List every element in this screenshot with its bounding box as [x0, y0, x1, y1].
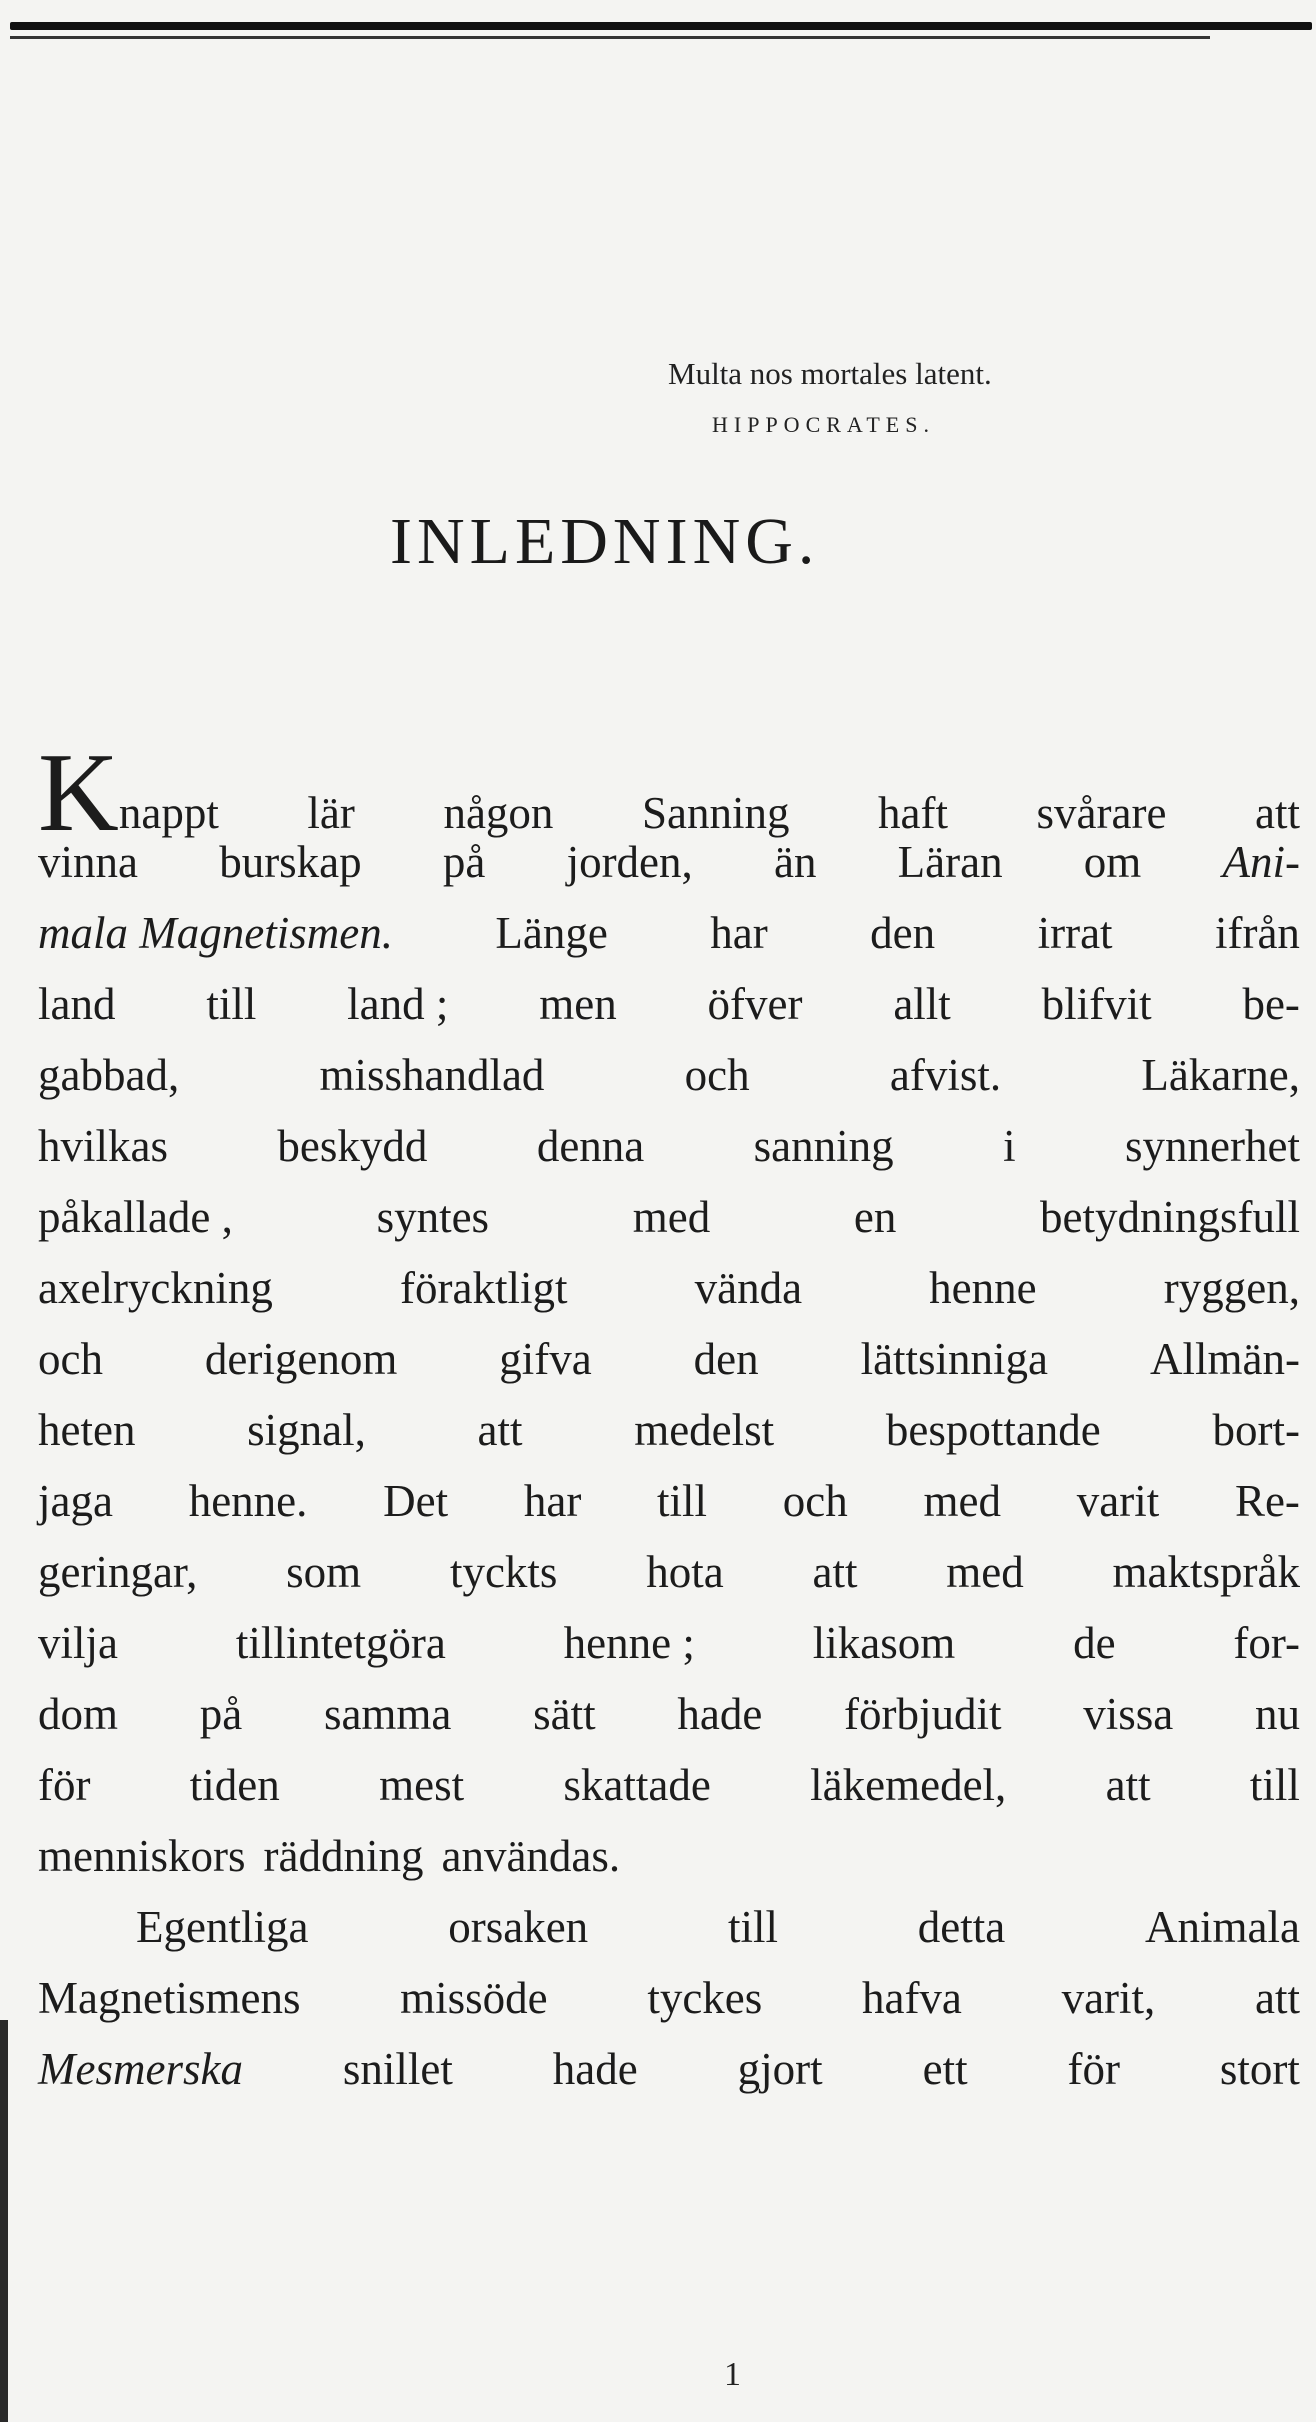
word: tillintetgöra [235, 1618, 446, 1668]
word: till [206, 979, 257, 1029]
word: signal, [247, 1405, 366, 1455]
word: gjort [737, 2044, 823, 2094]
word: räddning [263, 1831, 424, 1881]
word: maktspråk [1112, 1547, 1300, 1597]
text-line [38, 1253, 1300, 1324]
word: med [946, 1547, 1024, 1597]
word: henne ; [563, 1618, 695, 1668]
top-rule [10, 22, 1312, 30]
word: Ani- [1222, 837, 1300, 887]
epigraph-quote: Multa nos mortales latent. [668, 356, 992, 391]
word: varit, [1061, 1973, 1156, 2023]
word: bespottande [885, 1405, 1101, 1455]
word: dom [38, 1689, 119, 1739]
word: denna [536, 1121, 645, 1171]
word: Läran [897, 837, 1003, 887]
word: henne [929, 1263, 1037, 1313]
word: har [710, 908, 768, 958]
word: hade [552, 2044, 638, 2094]
word: be- [1242, 979, 1300, 1029]
word: skattade [563, 1760, 711, 1810]
text-line [38, 969, 1300, 1040]
word: land [38, 979, 116, 1029]
word: snillet [342, 2044, 453, 2094]
word: och [684, 1050, 750, 1100]
word: medelst [634, 1405, 775, 1455]
word: för [1067, 2044, 1120, 2094]
word: med [632, 1192, 711, 1242]
word: någon [443, 788, 554, 838]
word: gabbad, [38, 1050, 180, 1100]
word: vilja [38, 1618, 118, 1668]
word: till [727, 1902, 778, 1952]
word: läkemedel, [810, 1760, 1007, 1810]
word: betydningsfull [1040, 1192, 1300, 1242]
word: om [1083, 837, 1142, 887]
word: vända [694, 1263, 803, 1313]
word: en [853, 1192, 897, 1242]
word: likasom [812, 1618, 956, 1668]
word: att [1255, 788, 1300, 838]
word: i [1003, 1121, 1016, 1171]
text-line [38, 898, 1300, 969]
word: beskydd [277, 1121, 428, 1171]
word: öfver [707, 979, 803, 1029]
page-number: 1 [724, 2356, 741, 2393]
word: lär [307, 788, 355, 838]
word: derigenom [204, 1334, 398, 1384]
word: som [286, 1547, 362, 1597]
word: den [693, 1334, 759, 1384]
word: blifvit [1041, 979, 1152, 1029]
word: påkallade , [38, 1192, 233, 1242]
text-line [38, 1679, 1300, 1750]
word: orsaken [448, 1902, 589, 1952]
word: ifrån [1214, 908, 1300, 958]
word: Animala [1145, 1902, 1300, 1952]
drop-cap: K [38, 731, 119, 855]
word: tiden [189, 1760, 280, 1810]
body-text [38, 731, 1300, 2105]
text-line [38, 1608, 1300, 1679]
word: detta [917, 1902, 1006, 1952]
text-line [38, 1111, 1300, 1182]
word: jaga [38, 1476, 113, 1526]
word: vinna [38, 837, 138, 887]
word: land ; [347, 979, 449, 1029]
text-line [38, 1182, 1300, 1253]
word: de [1073, 1618, 1116, 1668]
word: sätt [533, 1689, 596, 1739]
chapter-title: INLEDNING. [390, 505, 820, 578]
word: förbjudit [844, 1689, 1002, 1739]
word: synnerhet [1125, 1121, 1300, 1171]
word: for- [1233, 1618, 1300, 1668]
word: syntes [376, 1192, 490, 1242]
word: geringar, [38, 1547, 198, 1597]
word: att [477, 1405, 523, 1455]
word: och [38, 1334, 103, 1384]
word: men [539, 979, 617, 1029]
word: samma [323, 1689, 452, 1739]
word: ryggen, [1163, 1263, 1300, 1313]
word: hade [677, 1689, 763, 1739]
word: att [812, 1547, 858, 1597]
word: Sanning [641, 788, 790, 838]
text-line [38, 1537, 1300, 1608]
word: allt [893, 979, 951, 1029]
word: bort- [1212, 1405, 1300, 1455]
word: afvist. [889, 1050, 1002, 1100]
word: hvilkas [38, 1121, 168, 1171]
word: Magnetismens [38, 1973, 301, 2023]
word: hafva [861, 1973, 962, 2023]
word: att [1254, 1973, 1300, 2023]
word: irrat [1037, 908, 1113, 958]
word: för [38, 1760, 91, 1810]
word: henne. [188, 1476, 308, 1526]
text-line [38, 827, 1300, 898]
text-line [38, 1892, 1300, 1963]
word: Allmän- [1149, 1334, 1300, 1384]
word: nappt [118, 788, 219, 838]
text-line [38, 1750, 1300, 1821]
word: nu [1254, 1689, 1300, 1739]
text-line [38, 1821, 1300, 1892]
page-edge-shadow [0, 2020, 8, 2422]
word: menniskors [38, 1831, 246, 1881]
word: stort [1219, 2044, 1300, 2094]
word: sanning [753, 1121, 894, 1171]
text-line [38, 1395, 1300, 1466]
text-line [38, 2034, 1300, 2105]
word: tyckts [449, 1547, 558, 1597]
word: heten [38, 1405, 136, 1455]
word: till [657, 1476, 708, 1526]
word: misshandlad [319, 1050, 545, 1100]
word: och [782, 1476, 848, 1526]
word: på [442, 837, 486, 887]
epigraph-author: HIPPOCRATES. [712, 412, 935, 437]
word: Det [383, 1476, 449, 1526]
word: Läkarne, [1141, 1050, 1300, 1100]
word: än [773, 837, 817, 887]
word: burskap [219, 837, 362, 887]
text-line [38, 1040, 1300, 1111]
word: till [1249, 1760, 1300, 1810]
word: hota [646, 1547, 724, 1597]
word: missöde [400, 1973, 548, 2023]
word: Länge [495, 908, 608, 958]
word: svårare [1036, 788, 1167, 838]
top-rule-thin [10, 36, 1210, 39]
word: ett [922, 2044, 968, 2094]
word: haft [878, 788, 948, 838]
word: Re- [1234, 1476, 1300, 1526]
word: användas. [441, 1831, 621, 1881]
word: axelryckning [38, 1263, 273, 1313]
word: med [923, 1476, 1001, 1526]
word: tyckes [647, 1973, 763, 2023]
word: jorden, [566, 837, 693, 887]
word: Egentliga [136, 1902, 309, 1952]
word: vissa [1083, 1689, 1174, 1739]
word: har [523, 1476, 582, 1526]
word: gifva [499, 1334, 592, 1384]
word: på [199, 1689, 243, 1739]
text-line [38, 1466, 1300, 1537]
word: Mesmerska [38, 2044, 243, 2094]
text-line [38, 1963, 1300, 2034]
word: mala Magnetismen. [38, 908, 393, 958]
word: föraktligt [400, 1263, 568, 1313]
text-line [38, 1324, 1300, 1395]
word: att [1105, 1760, 1151, 1810]
text-line [38, 731, 1300, 855]
word: den [870, 908, 936, 958]
word: varit [1076, 1476, 1160, 1526]
word: mest [379, 1760, 465, 1810]
word: lättsinniga [860, 1334, 1049, 1384]
